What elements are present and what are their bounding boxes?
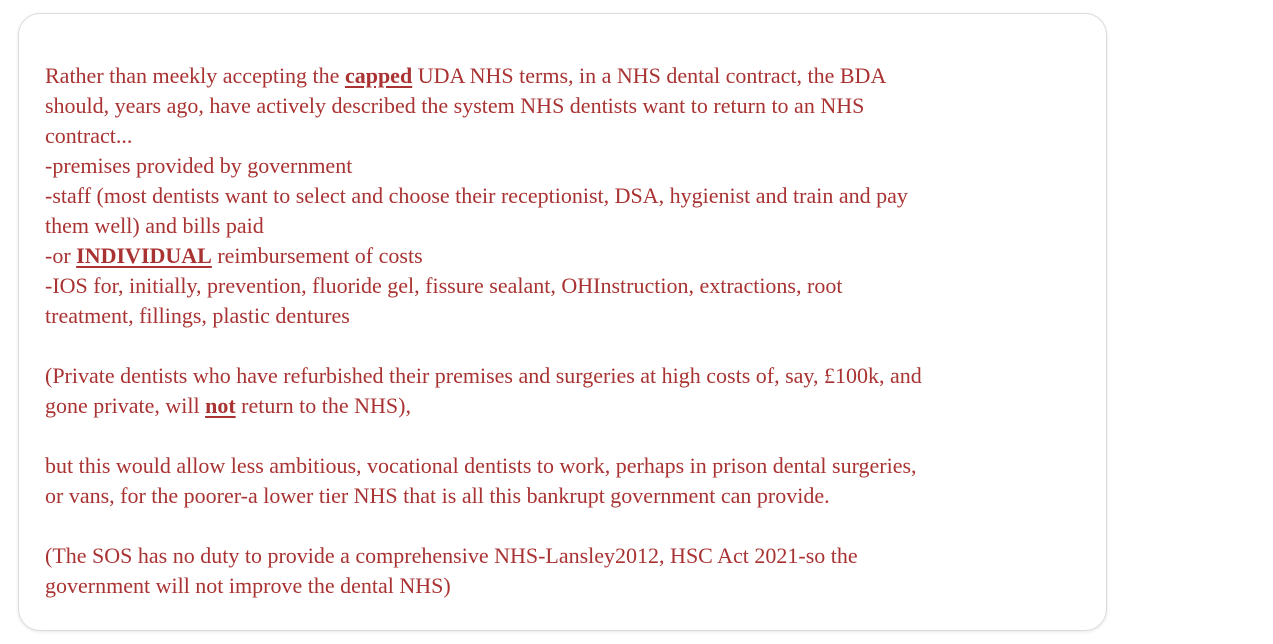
text-segment: should, years ago, have actively described the system NHS dentists want to return to an NHS [45,93,865,118]
text-line [45,271,1086,301]
text-segment: reimbursement of costs [211,243,423,268]
text-segment: but this would allow less ambitious, vocational dentists to work, perhaps in prison dental surgeries, [45,453,917,478]
text-line [45,391,1086,421]
text-segment: return to the NHS), [235,393,411,418]
text-line [45,211,1086,241]
text-segment: INDIVIDUAL [76,243,212,268]
text-segment: -IOS for, initially, prevention, fluoride gel, fissure sealant, OHInstruction, extractions, root [45,273,843,298]
text-segment: gone private, will [45,393,206,418]
text-line [45,451,1086,481]
text-segment: -or [45,243,77,268]
text-segment: them well) and bills paid [45,213,264,238]
text-segment: (Private dentists who have refurbished their premises and surgeries at high costs of, say, £100k, and [45,363,922,388]
text-line [45,61,1086,91]
text-segment: (The SOS has no duty to provide a comprehensive NHS-Lansley2012, HSC Act 2021-so the [45,543,858,568]
paragraph [45,61,1086,331]
comment-text [45,61,1086,601]
text-segment: or vans, for the poorer-a lower tier NHS that is all this bankrupt government can provide. [45,483,830,508]
text-segment: -staff (most dentists want to select and choose their receptionist, DSA, hygienist and train and pay [45,183,908,208]
text-line [45,481,1086,511]
text-segment: not [205,393,236,418]
paragraph [45,541,1086,601]
comment-card [18,13,1107,631]
text-line [45,121,1086,151]
text-line [45,181,1086,211]
paragraph [45,451,1086,511]
text-line [45,571,1086,601]
text-segment: government will not improve the dental NHS) [45,573,451,598]
text-line [45,541,1086,571]
text-segment: -premises provided by government [45,153,353,178]
text-line [45,91,1086,121]
text-line [45,301,1086,331]
text-segment: contract... [45,123,133,148]
text-line [45,151,1086,181]
text-line [45,241,1086,271]
text-segment: capped [344,63,413,88]
paragraph [45,361,1086,421]
text-line [45,361,1086,391]
text-segment: Rather than meekly accepting the [45,63,345,88]
text-segment: UDA NHS terms, in a NHS dental contract, the BDA [412,63,887,88]
text-segment: treatment, fillings, plastic dentures [45,303,350,328]
